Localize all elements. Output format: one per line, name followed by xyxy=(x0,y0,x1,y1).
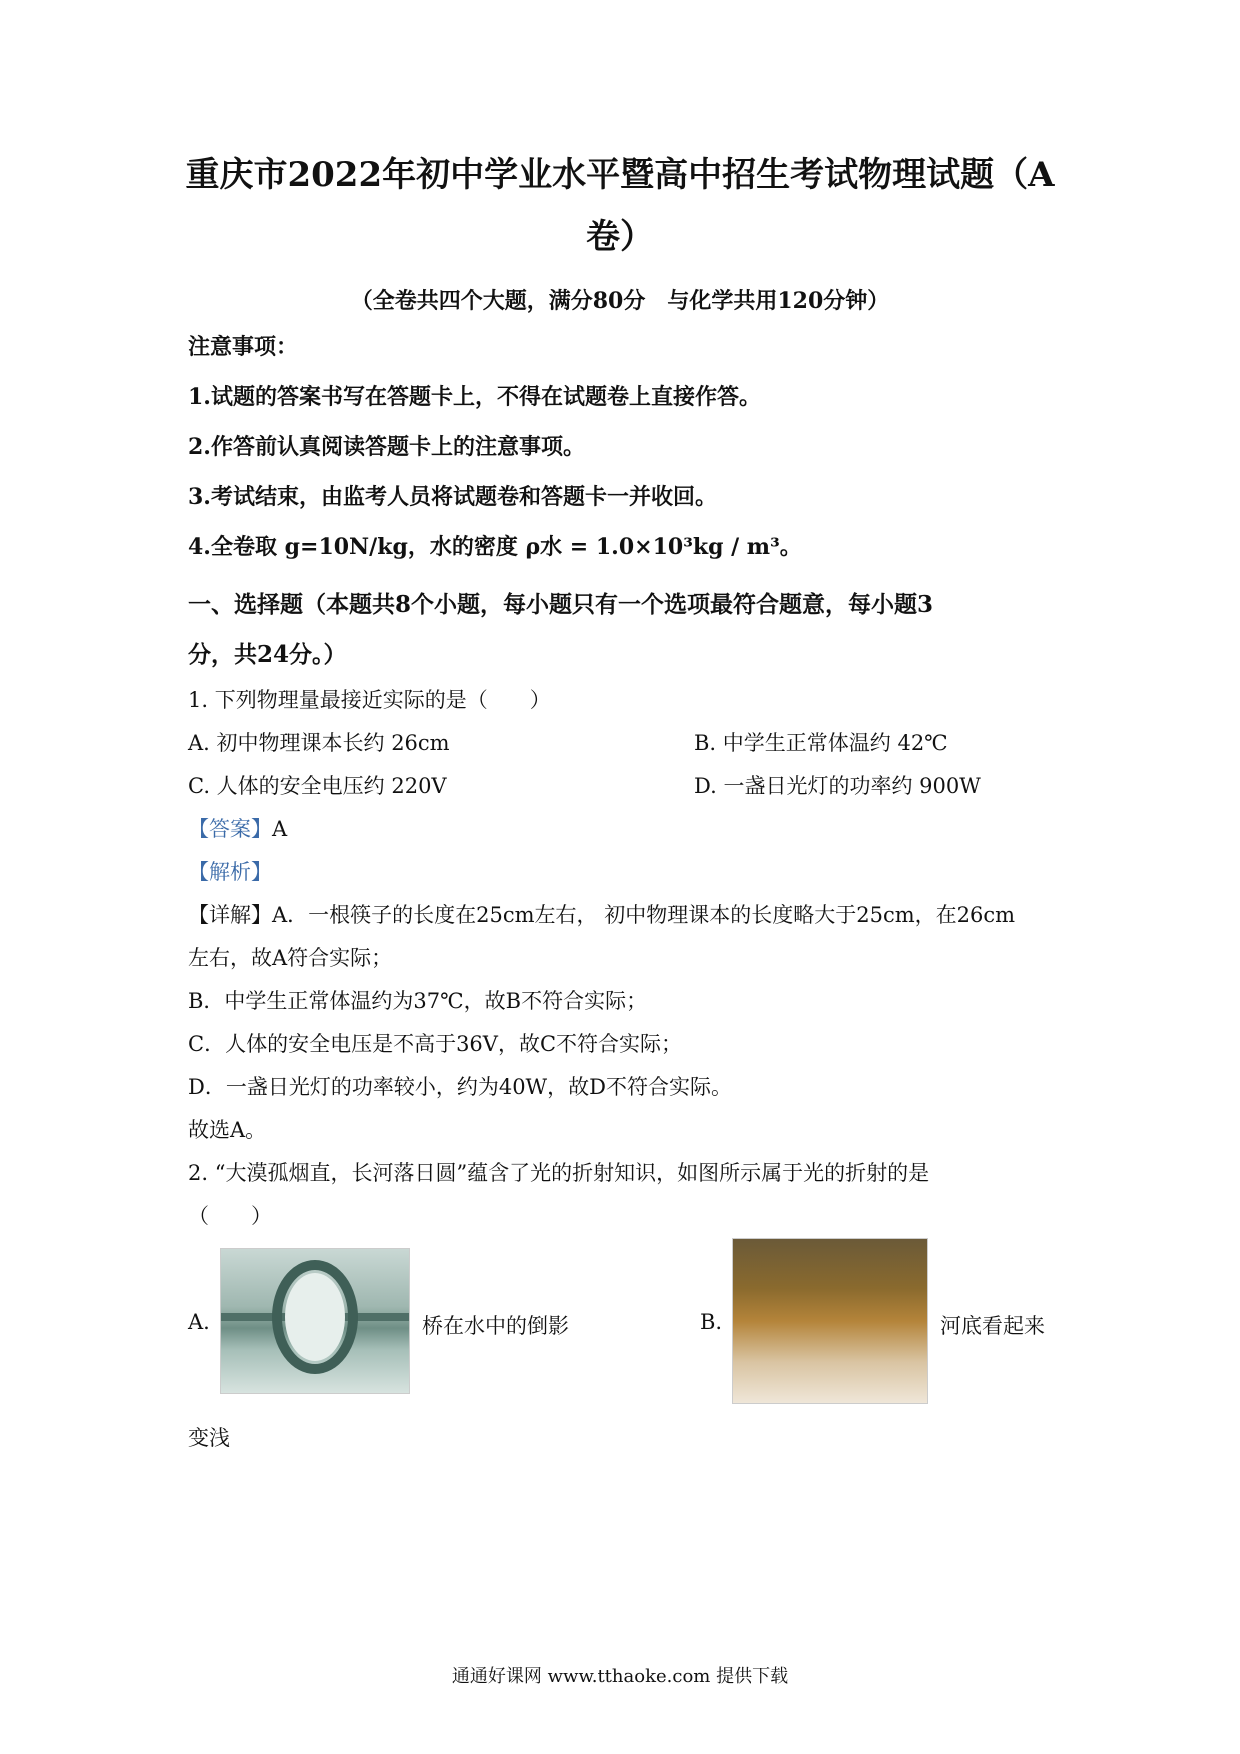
detail-c: C．人体的安全电压是不高于36V，故C不符合实际； xyxy=(188,1032,683,1056)
notice-item: 4.全卷取 g=10N/kg，水的密度 ρ水 = 1.0×10³kg / m³。 xyxy=(188,534,802,560)
answer-value: A xyxy=(272,817,288,841)
question-1-option-b: B. 中学生正常体温约 42℃ xyxy=(694,731,948,755)
question-1-option-d: D. 一盏日光灯的功率约 900W xyxy=(694,774,981,798)
question-1-option-a: A. 初中物理课本长约 26cm xyxy=(188,731,450,755)
question-1-option-c: C. 人体的安全电压约 220V xyxy=(188,774,447,798)
detail-line-2: 左右，故A符合实际； xyxy=(188,946,393,970)
question-2-option-a-caption: 桥在水中的倒影 xyxy=(422,1314,569,1338)
riverbed-image xyxy=(732,1238,928,1404)
question-2-option-b-caption-cont: 变浅 xyxy=(188,1426,230,1450)
notice-item: 3.考试结束，由监考人员将试题卷和答题卡一并收回。 xyxy=(188,484,717,510)
question-2-stem-line1: 2. “大漠孤烟直，长河落日圆”蕴含了光的折射知识，如图所示属于光的折射的是 xyxy=(188,1161,930,1185)
question-2-option-b-caption: 河底看起来 xyxy=(940,1314,1045,1338)
footer-credit: 通通好课网 www.tthaoke.com 提供下载 xyxy=(451,1666,789,1687)
question-2-option-a-label: A. xyxy=(188,1310,210,1334)
bridge-reflection-image xyxy=(220,1248,410,1394)
exam-title-line1: 重庆市2022年初中学业水平暨高中招生考试物理试题（A xyxy=(185,155,1055,195)
detail-b: B．中学生正常体温约为37℃，故B不符合实际； xyxy=(188,989,648,1013)
analysis-tag: 【解析】 xyxy=(188,860,272,884)
exam-title-line2: 卷） xyxy=(586,217,654,257)
answer-row xyxy=(188,813,287,843)
question-1-stem: 1. 下列物理量最接近实际的是（ ） xyxy=(188,688,551,712)
notice-item: 1.试题的答案书写在答题卡上，不得在试题卷上直接作答。 xyxy=(188,384,761,410)
question-2-stem-line2: （ ） xyxy=(188,1204,272,1228)
detail-d: D．一盏日光灯的功率较小，约为40W，故D不符合实际。 xyxy=(188,1075,732,1099)
answer-tag: 【答案】 xyxy=(188,817,272,841)
section-heading-line1: 一、选择题（本题共8个小题，每小题只有一个选项最符合题意，每小题3 xyxy=(188,591,934,618)
section-heading-line2: 分，共24分。） xyxy=(188,641,347,668)
notice-heading: 注意事项： xyxy=(188,334,299,360)
detail-line-1: 【详解】A．一根筷子的长度在25cm左右， 初中物理课本的长度略大于25cm，在26cm xyxy=(188,903,1016,927)
exam-subtitle: （全卷共四个大题，满分80分 与化学共用120分钟） xyxy=(350,288,890,314)
notice-item: 2.作答前认真阅读答题卡上的注意事项。 xyxy=(188,434,585,460)
conclusion: 故选A。 xyxy=(188,1118,267,1142)
question-2-option-b-label: B. xyxy=(700,1310,723,1334)
